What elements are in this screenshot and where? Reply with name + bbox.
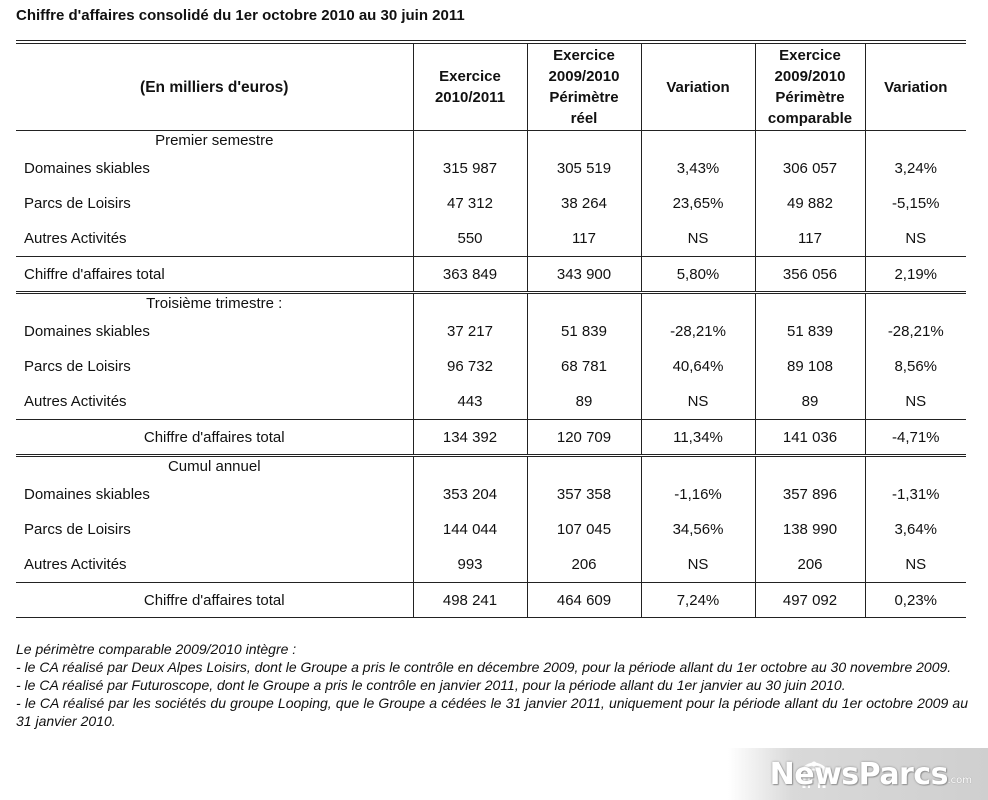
row-label: Domaines skiables <box>16 477 413 512</box>
row-label: Domaines skiables <box>16 151 413 186</box>
table-row <box>16 547 966 583</box>
header-line: 2009/2010 <box>774 68 846 85</box>
section-header-row <box>16 131 966 152</box>
row-label: Parcs de Loisirs <box>16 186 413 221</box>
value-cell-v1: 315 987 <box>413 151 527 186</box>
empty-cell <box>865 456 966 478</box>
value-cell-v4: 51 839 <box>755 314 865 349</box>
header-line: Variation <box>884 78 948 96</box>
value-cell-v4: 306 057 <box>755 151 865 186</box>
value-cell-v1: 443 <box>413 384 527 420</box>
header-line: comparable <box>767 110 853 127</box>
revenue-table <box>16 44 966 618</box>
total-cell-v3: 7,24% <box>641 583 755 618</box>
empty-cell <box>527 131 641 152</box>
newsparcs-domain-suffix: .com <box>947 775 972 786</box>
total-cell-v1: 134 392 <box>413 420 527 456</box>
value-cell-v1: 550 <box>413 221 527 257</box>
header-col-variation-comparable <box>865 44 966 131</box>
value-cell-v4: 49 882 <box>755 186 865 221</box>
table-row <box>16 512 966 547</box>
value-cell-v2: 107 045 <box>527 512 641 547</box>
row-label: Autres Activités <box>16 547 413 583</box>
header-col-perimetre-comparable <box>755 44 865 131</box>
empty-cell <box>413 131 527 152</box>
newsparcs-watermark <box>728 748 988 800</box>
value-cell-v5: -1,31% <box>891 486 940 503</box>
page-title: Chiffre d'affaires consolidé du 1er octobre 2010 au 30 juin 2011 <box>16 7 465 24</box>
total-cell-v3: 11,34% <box>641 420 755 456</box>
total-cell-v4: 497 092 <box>755 583 865 618</box>
value-cell-v3: NS <box>641 547 755 583</box>
value-cell-v5: 8,56% <box>894 358 938 375</box>
header-line: Exercice <box>553 47 615 64</box>
value-cell-v4: 89 108 <box>755 349 865 384</box>
header-line: Périmètre <box>549 89 619 106</box>
header-line: Exercice <box>779 47 841 64</box>
value-cell-v1: 47 312 <box>413 186 527 221</box>
title-rule-top <box>16 40 966 41</box>
empty-cell <box>865 131 966 152</box>
section-header-row <box>16 293 966 315</box>
total-label: Chiffre d'affaires total <box>16 583 413 618</box>
table-row <box>16 186 966 221</box>
value-cell-v1: 993 <box>413 547 527 583</box>
total-cell-v1: 363 849 <box>413 257 527 293</box>
row-label: Autres Activités <box>16 221 413 257</box>
value-cell-v2: 68 781 <box>527 349 641 384</box>
value-cell-v5: NS <box>905 230 927 247</box>
empty-cell <box>527 456 641 478</box>
value-cell-v5: 3,24% <box>894 160 938 177</box>
value-cell-v3: NS <box>641 221 755 257</box>
table-row <box>16 477 966 512</box>
empty-cell <box>527 293 641 315</box>
total-cell-v2: 464 609 <box>527 583 641 618</box>
footnote-item: - le CA réalisé par Futuroscope, dont le Groupe a pris le contrôle en janvier 2011, pour la période allant du 1er janvier au 30 juin 2010. <box>16 677 846 693</box>
table-row <box>16 349 966 384</box>
header-line: Exercice <box>439 68 501 85</box>
value-cell-v2: 51 839 <box>527 314 641 349</box>
newsparcs-wordmark: NewsParcs <box>769 757 948 792</box>
value-cell-v1: 144 044 <box>413 512 527 547</box>
header-col-exercice-2010-2011 <box>413 44 527 131</box>
total-cell-v4: 356 056 <box>755 257 865 293</box>
section-title: Troisième trimestre : <box>16 293 413 315</box>
header-col-perimetre-reel <box>527 44 641 131</box>
section-title: Premier semestre <box>16 131 413 152</box>
value-cell-v1: 96 732 <box>413 349 527 384</box>
value-cell-v3: -1,16% <box>641 477 755 512</box>
value-cell-v3: NS <box>641 384 755 420</box>
total-cell-v2: 120 709 <box>527 420 641 456</box>
header-line: Périmètre <box>775 89 845 106</box>
footnote-item: - le CA réalisé par les sociétés du groupe Looping, que le Groupe a cédées le 31 janvier 2011, uniquement pour la période allant du 1er octobre 2009 au 31 janvier 2010. <box>16 695 968 729</box>
total-row <box>16 583 966 618</box>
total-row <box>16 420 966 456</box>
value-cell-v3: 34,56% <box>641 512 755 547</box>
section-header-row <box>16 456 966 478</box>
value-cell-v2: 117 <box>527 221 641 257</box>
table-row <box>16 221 966 257</box>
value-cell-v3: -28,21% <box>641 314 755 349</box>
header-units-label: (En milliers d'euros) <box>16 44 413 131</box>
row-label: Autres Activités <box>16 384 413 420</box>
header-line: 2010/2011 <box>434 89 506 106</box>
value-cell-v2: 206 <box>527 547 641 583</box>
empty-cell <box>641 293 755 315</box>
total-row <box>16 257 966 293</box>
value-cell-v1: 353 204 <box>413 477 527 512</box>
table-row <box>16 151 966 186</box>
value-cell-v3: 23,65% <box>641 186 755 221</box>
value-cell-v3: 40,64% <box>641 349 755 384</box>
value-cell-v2: 305 519 <box>527 151 641 186</box>
header-col-variation-reel <box>641 44 755 131</box>
table-row <box>16 384 966 420</box>
value-cell-v4: 138 990 <box>755 512 865 547</box>
empty-cell <box>641 456 755 478</box>
footnote-intro: Le périmètre comparable 2009/2010 intègre : <box>16 641 297 657</box>
value-cell-v5: NS <box>905 556 927 573</box>
value-cell-v5: NS <box>905 393 927 410</box>
table-header-row <box>16 44 966 131</box>
value-cell-v5: -28,21% <box>887 323 944 340</box>
footnotes <box>16 640 968 730</box>
value-cell-v2: 89 <box>527 384 641 420</box>
empty-cell <box>755 293 865 315</box>
empty-cell <box>865 293 966 315</box>
value-cell-v2: 38 264 <box>527 186 641 221</box>
value-cell-v2: 357 358 <box>527 477 641 512</box>
row-label: Domaines skiables <box>16 314 413 349</box>
total-cell-v4: 141 036 <box>755 420 865 456</box>
total-label: Chiffre d'affaires total <box>16 420 413 456</box>
total-cell-v5: 2,19% <box>865 257 966 293</box>
empty-cell <box>641 131 755 152</box>
empty-cell <box>413 456 527 478</box>
header-line: 2009/2010 <box>548 68 620 85</box>
value-cell-v4: 206 <box>755 547 865 583</box>
total-cell-v2: 343 900 <box>527 257 641 293</box>
table-row <box>16 314 966 349</box>
value-cell-v4: 357 896 <box>755 477 865 512</box>
header-line: Variation <box>666 78 730 96</box>
total-cell-v5: -4,71% <box>865 420 966 456</box>
empty-cell <box>755 131 865 152</box>
total-cell-v5: 0,23% <box>865 583 966 618</box>
value-cell-v5: 3,64% <box>894 521 938 538</box>
section-title: Cumul annuel <box>16 456 413 478</box>
header-line: réel <box>570 110 598 127</box>
empty-cell <box>413 293 527 315</box>
footnote-item: - le CA réalisé par Deux Alpes Loisirs, dont le Groupe a pris le contrôle en décembre 2009, pour la période allant du 1er octobre au 30 novembre 2009. <box>16 659 952 675</box>
total-label: Chiffre d'affaires total <box>16 257 413 293</box>
empty-cell <box>755 456 865 478</box>
row-label: Parcs de Loisirs <box>16 512 413 547</box>
value-cell-v3: 3,43% <box>641 151 755 186</box>
value-cell-v5: -5,15% <box>891 195 940 212</box>
value-cell-v4: 117 <box>755 221 865 257</box>
value-cell-v1: 37 217 <box>413 314 527 349</box>
total-cell-v3: 5,80% <box>641 257 755 293</box>
total-cell-v1: 498 241 <box>413 583 527 618</box>
value-cell-v4: 89 <box>755 384 865 420</box>
row-label: Parcs de Loisirs <box>16 349 413 384</box>
